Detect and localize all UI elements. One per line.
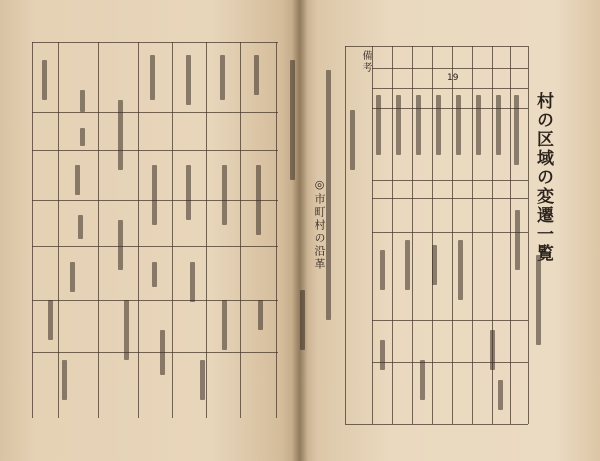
illegible-text-column — [124, 300, 129, 360]
illegible-text-column — [350, 110, 355, 170]
illegible-text-column — [258, 300, 263, 330]
illegible-text-column — [80, 128, 85, 146]
right-table-column-rule — [392, 46, 393, 424]
left-table-column-rule — [58, 42, 59, 418]
right-table-row-rule — [372, 320, 528, 321]
illegible-text-column — [48, 300, 53, 340]
left-table-row-rule — [32, 42, 278, 43]
illegible-text-column — [405, 240, 410, 290]
illegible-text-column — [70, 262, 75, 292]
right-table-row-rule — [372, 362, 528, 363]
left-table-row-rule — [32, 300, 278, 301]
illegible-text-column — [498, 380, 503, 410]
illegible-text-column — [476, 95, 481, 155]
illegible-text-column — [396, 95, 401, 155]
header-number: 19 — [447, 73, 459, 83]
illegible-text-column — [80, 90, 85, 112]
left-table-row-rule — [32, 150, 278, 151]
illegible-text-column — [78, 215, 83, 239]
section-heading: ◎市町村の沿革 — [313, 178, 326, 271]
right-table-row-rule — [372, 198, 528, 199]
right-table-column-rule — [345, 46, 346, 424]
left-table-row-rule — [32, 112, 278, 113]
illegible-text-column — [256, 165, 261, 235]
right-table-column-rule — [432, 46, 433, 424]
illegible-text-column — [190, 262, 195, 302]
right-table-row-rule — [372, 232, 528, 233]
right-table-column-rule — [372, 46, 373, 424]
left-table-column-rule — [98, 42, 99, 418]
illegible-text-column — [118, 100, 123, 170]
illegible-text-column — [432, 245, 437, 285]
illegible-text-column — [152, 262, 157, 287]
illegible-text-column — [515, 210, 520, 270]
illegible-text-column — [376, 95, 381, 155]
illegible-text-column — [290, 60, 295, 180]
illegible-text-column — [152, 165, 157, 225]
illegible-text-column — [186, 55, 191, 105]
illegible-text-column — [416, 95, 421, 155]
illegible-text-column — [254, 55, 259, 95]
illegible-text-column — [222, 300, 227, 350]
illegible-text-column — [160, 330, 165, 375]
illegible-text-column — [75, 165, 80, 195]
left-table-column-rule — [240, 42, 241, 418]
illegible-text-column — [118, 220, 123, 270]
right-table-column-rule — [412, 46, 413, 424]
left-table-row-rule — [32, 352, 278, 353]
illegible-text-column — [456, 95, 461, 155]
illegible-text-column — [496, 95, 501, 155]
illegible-text-column — [458, 240, 463, 300]
illegible-text-column — [200, 360, 205, 400]
illegible-text-column — [380, 340, 385, 370]
right-table-row-rule — [372, 88, 528, 89]
illegible-text-column — [222, 165, 227, 225]
illegible-text-column — [220, 55, 225, 100]
right-table-column-rule — [528, 46, 529, 424]
illegible-text-column — [514, 95, 519, 165]
remarks-label: 備考 — [360, 50, 371, 74]
left-table-column-rule — [172, 42, 173, 418]
illegible-text-column — [300, 290, 305, 350]
illegible-text-column — [490, 330, 495, 370]
illegible-text-column — [380, 250, 385, 290]
illegible-text-column — [536, 255, 541, 345]
right-table-row-rule — [372, 180, 528, 181]
left-table-column-rule — [138, 42, 139, 418]
left-table-column-rule — [206, 42, 207, 418]
page-title: 村の区域の変遷一覧 — [533, 92, 553, 263]
right-table-column-rule — [472, 46, 473, 424]
right-table-column-rule — [452, 46, 453, 424]
right-table-row-rule — [372, 68, 528, 69]
illegible-text-column — [436, 95, 441, 155]
illegible-text-column — [62, 360, 67, 400]
left-table-row-rule — [32, 246, 278, 247]
right-table-row-rule — [345, 424, 528, 425]
left-table-column-rule — [276, 42, 277, 418]
left-table-column-rule — [32, 42, 33, 418]
illegible-text-column — [42, 60, 47, 100]
illegible-text-column — [420, 360, 425, 400]
illegible-text-column — [186, 165, 191, 220]
illegible-text-column — [150, 55, 155, 100]
right-table-column-rule — [510, 46, 511, 424]
